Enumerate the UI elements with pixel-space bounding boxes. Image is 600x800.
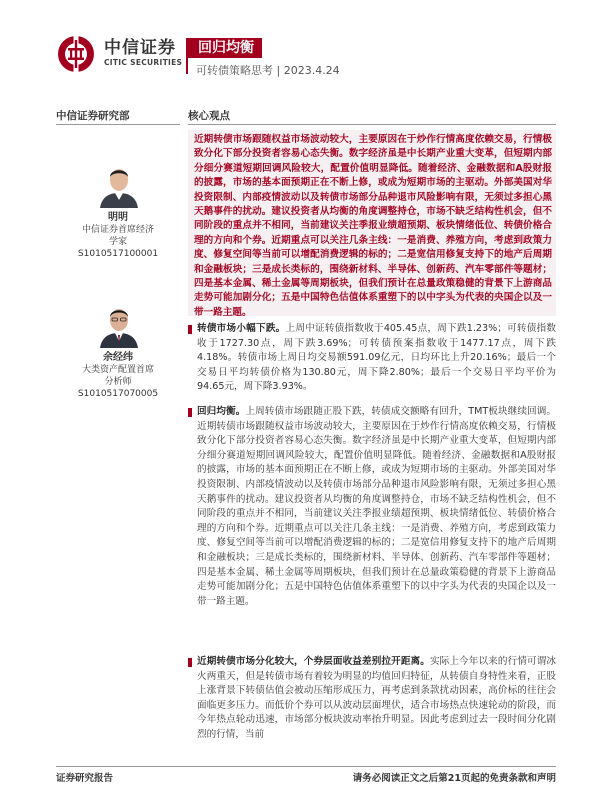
analyst-card-1 [56,212,180,260]
paragraph-body: 实际上今年以来的行情可谓冰火两重天，但是转债市场有着较为明显的均值回归特征，从转债自身特性来看，正股上涨背景下转债估值会被动压缩形成压力，再考虑到条款扰动因素，高价标的往往会面临更多压力。而低价个券可以从波动层面埋伏，适合市场热点快速轮动的阶段，而今年热点轮动迅速，市场部分板块波动率抬升明显。因此考虑到过去一段时间分化剧烈的行情，当前 [197,656,556,740]
key-view-box [188,130,556,316]
analyst-name: 余经纬 [103,352,133,363]
brand-name-en: CITIC SECURITIES [104,58,183,67]
paragraph-body: 上周转债市场跟随正股下跌，转债成交额略有回升，TMT板块继续回调。近期转债市场跟随权益市场波动较大，主要原因在于炒作行情高度依赖交易，行情极致分化下部分投资者容易心态失衡。数字经济虽是中长期产业重大变革，但短期内部分细分赛道短期回调风险较大，配置价值明显降低。随着经济、金融数据和A股财报的披露，市场的基本面预期正在不断上修，或成为短期市场的主驱动。外部美国对华投资限制、内部疫情波动以及转债市场部分品种退市风险影响有限，无须过多担心黑天鹅事件的扰动。建议投资者从均衡的角度调整持仓，市场不缺乏结构性机会，但不同阶段的重点并不相同，当前建议关注季报业绩超预期、板块情绪低位、转债价格合理的方向和个券。近期重点可以关注几条主线：一是消费、养殖方向，考虑到政策力度、修复空间等当前可以增配消费逻辑的标的；二是宽信用修复支持下的地产后周期和金融板块；三是成长类标的，围绕新材料、半导体、创新药、汽车零部件等题材；四是基本金属、稀土金属等周期板块，但我们预计在总量政策稳健的背景下上游商品走势可能加剧分化；五是中国特色估值体系重塑下的以中字头为代表的央国企以及一带一路主题。 [197,406,557,607]
brand-name-cn: 中信证券 [104,38,176,58]
footer-report-type: 证券研究报告 [56,773,114,784]
citic-logo [56,34,100,74]
paragraph-body: 上周中证转债指数收于405.45点，周下跌1.23%；可转债指数收于1727.30点，周下跌3.69%；可转债预案指数收于1477.17点，周下跌4.18%。转债市场上周日均交易额591.09亿元，日均环比上升20.16%；最后一个交易日平均转债价格为130.80元，周下降2.80%；最后一个交易日平均平价为94.65元，周下降3.93%。 [197,323,557,393]
analyst-role-line2: 分析师 [104,377,132,387]
research-dept-heading: 中信证券研究部 [56,110,130,122]
report-subtitle: 可转债策略思考 | 2023.4.24 [196,64,340,77]
brand-block [104,38,182,68]
analyst-license-id: S1010517100001 [77,249,159,259]
footer-disclaimer: 请务必阅读正文之后第21页起的免责条款和声明 [352,773,556,784]
analyst-role-line1: 中信证券首席经济 [81,225,154,235]
key-view-text: 近期转债市场跟随权益市场波动较大，主要原因在于炒作行情高度依赖交易，行情极致分化下部分投资者容易心态失衡。数字经济虽是中长期产业重大变革，但短期内部分细分赛道短期回调风险较大，配置价值明显降低。随着经济、金融数据和A股财报的披露，市场的基本面预期正在不断上修，或成为短期市场的主驱动。外部美国对华投资限制、内部疫情波动以及转债市场部分品种退市风险影响有限，无须过多担心黑天鹅事件的扰动。建议投资者从均衡的角度调整持仓，市场不缺乏结构性机会，但不同阶段的重点并不相同，当前建议关注季报业绩超预期、板块情绪低位、转债价格合理的方向和个券。近期重点可以关注几条主线：一是消费、养殖方向，考虑到政策力度、修复空间等当前可以增配消费逻辑的标的；二是宽信用修复支持下的地产后周期和金融板块；三是成长类标的，围绕新材料、半导体、创新药、汽车零部件等题材；四是基本金属、稀土金属等周期板块，但我们预计在总量政策稳健的背景下上游商品走势可能加剧分化；五是中国特色估值体系重塑下的以中字头为代表的央国企以及一带一路主题。 [194,134,552,318]
core-view-heading: 核心观点 [188,110,230,122]
bullet-marker [188,408,192,417]
paragraph-lead: 近期转债市场分化较大，个券层面收益差别拉开距离。 [197,656,430,667]
analyst-photo-2 [98,300,140,348]
right-heading-rule [188,124,556,125]
footer-rule [56,766,556,767]
report-title: 回归均衡 [188,38,262,58]
analyst-role-line2: 学家 [108,237,127,247]
analyst-role-line1: 大类资产配置首席 [81,365,154,375]
bullet-marker [188,325,192,334]
bullet-marker [188,658,192,667]
paragraph-lead: 回归均衡。 [197,406,246,417]
analyst-name: 明明 [108,212,128,223]
analyst-card-2 [56,352,180,400]
left-heading-rule [56,124,180,125]
analyst-license-id: S1010517070005 [77,389,159,399]
paragraph-market-decline [188,322,556,395]
paragraph-lead: 转债市场小幅下跌。 [197,323,286,334]
analyst-photo-1 [98,160,140,208]
paragraph-divergence [188,655,556,743]
paragraph-return-balance [188,405,556,609]
